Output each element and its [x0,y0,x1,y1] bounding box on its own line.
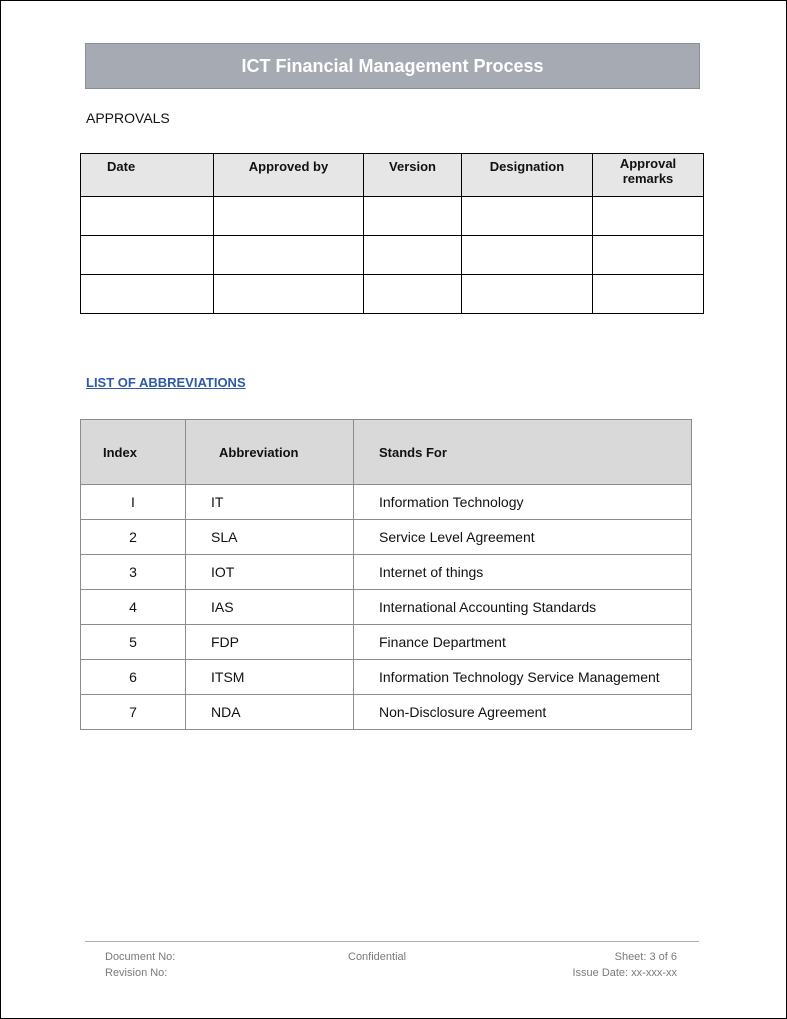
abbreviation-meaning: Internet of things [354,555,692,590]
table-row [81,590,692,625]
document-title: ICT Financial Management Process [241,55,544,76]
approvals-cell[interactable] [364,236,462,275]
abbreviations-col-stands-for: Stands For [354,420,692,485]
approvals-cell[interactable] [81,236,214,275]
approvals-col-approved-by: Approved by [214,154,364,197]
approvals-col-remarks: Approval remarks [593,154,704,197]
abbreviation-code: IT [186,485,354,520]
document-title-bar [85,43,700,89]
abbreviations-col-abbreviation: Abbreviation [186,420,354,485]
abbreviation-index: 6 [81,660,186,695]
abbreviations-header-row [81,420,692,485]
abbreviations-heading: LIST OF ABBREVIATIONS [86,375,246,390]
footer-divider [85,941,699,942]
approvals-cell[interactable] [593,236,704,275]
footer-confidential: Confidential [348,951,407,963]
approvals-cell[interactable] [462,236,593,275]
table-row [81,660,692,695]
abbreviation-index: I [81,485,186,520]
table-row [81,555,692,590]
table-row [81,695,692,730]
abbreviation-index: 7 [81,695,186,730]
approvals-cell[interactable] [364,197,462,236]
approvals-cell[interactable] [81,275,214,314]
abbreviations-col-index: Index [81,420,186,485]
approvals-header-row [81,154,704,197]
abbreviation-index: 3 [81,555,186,590]
abbreviation-meaning: Service Level Agreement [354,520,692,555]
footer-revision-no: Revision No: [105,967,168,979]
table-row [81,625,692,660]
approvals-cell[interactable] [214,197,364,236]
abbreviation-meaning: International Accounting Standards [354,590,692,625]
abbreviation-code: ITSM [186,660,354,695]
abbreviation-meaning: Information Technology Service Management [354,660,692,695]
approvals-cell[interactable] [214,236,364,275]
approvals-col-date: Date [81,154,214,197]
abbreviation-code: NDA [186,695,354,730]
abbreviation-index: 2 [81,520,186,555]
approvals-cell[interactable] [462,275,593,314]
abbreviation-code: IAS [186,590,354,625]
abbreviation-meaning: Non-Disclosure Agreement [354,695,692,730]
approvals-cell[interactable] [593,275,704,314]
footer-sheet: Sheet: 3 of 6 [614,951,677,963]
approvals-cell[interactable] [593,197,704,236]
approvals-col-version: Version [364,154,462,197]
abbreviations-table [80,419,692,730]
abbreviation-meaning: Information Technology [354,485,692,520]
approvals-cell[interactable] [214,275,364,314]
approvals-cell[interactable] [81,197,214,236]
footer-issue-date: Issue Date: xx-xxx-xx [572,967,677,979]
approvals-table [80,153,704,314]
footer-document-no: Document No: [105,951,176,963]
table-row [81,485,692,520]
abbreviation-meaning: Finance Department [354,625,692,660]
approvals-cell[interactable] [364,275,462,314]
page-footer [105,951,677,983]
abbreviation-index: 4 [81,590,186,625]
abbreviation-code: IOT [186,555,354,590]
abbreviation-code: SLA [186,520,354,555]
approvals-label: APPROVALS [86,110,170,126]
table-row [81,520,692,555]
approvals-row [81,275,704,314]
approvals-row [81,197,704,236]
abbreviation-code: FDP [186,625,354,660]
approvals-cell[interactable] [462,197,593,236]
approvals-col-designation: Designation [462,154,593,197]
approvals-row [81,236,704,275]
abbreviation-index: 5 [81,625,186,660]
